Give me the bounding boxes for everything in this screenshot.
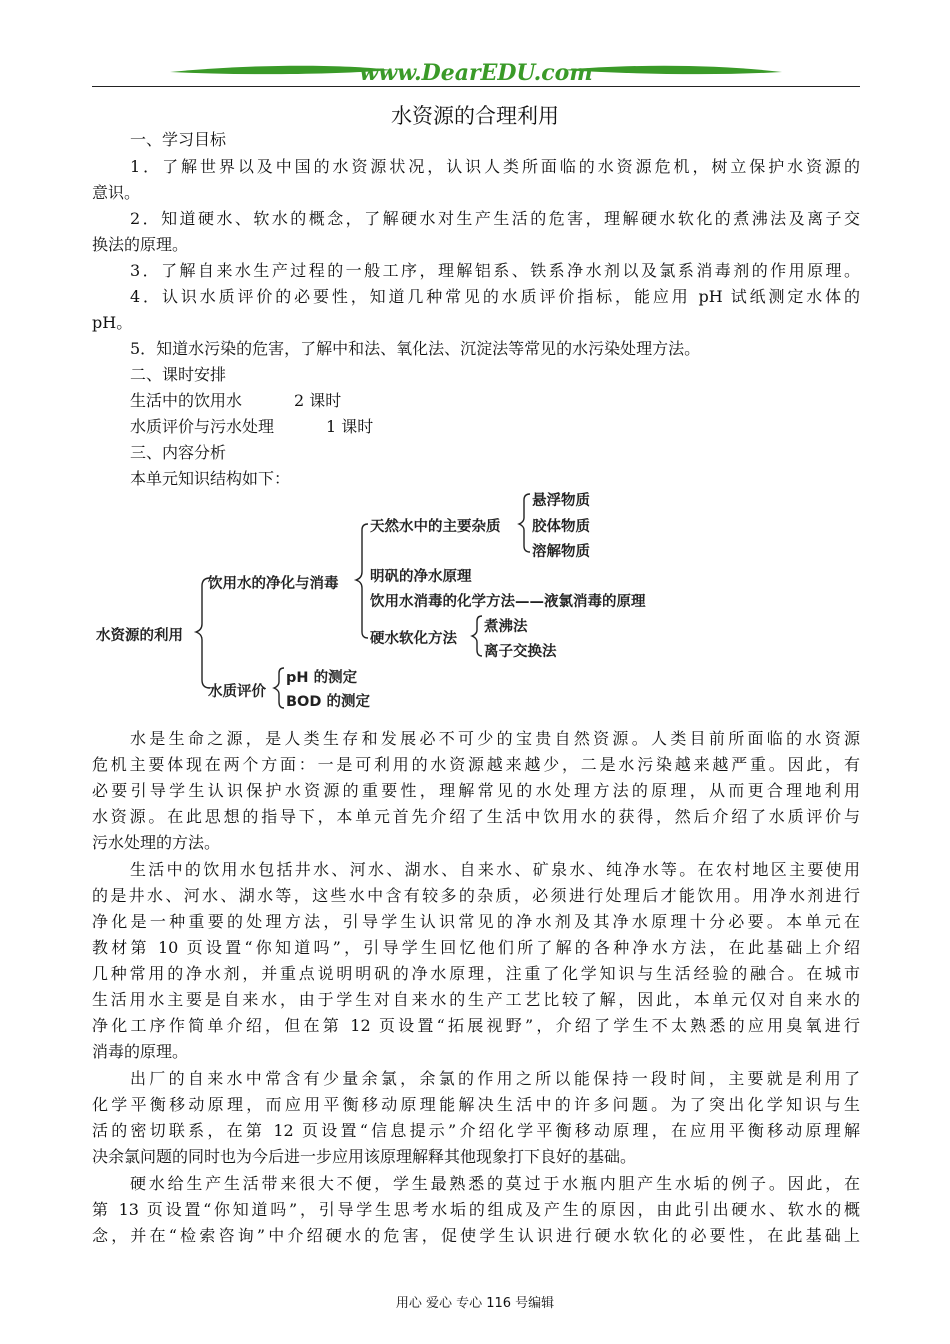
- paragraph-line: 污水处理的方法。: [92, 833, 221, 852]
- banner-swoosh-right: [562, 66, 782, 74]
- paragraph-line: 活的密切联系，在第 12 页设置“信息提示”介绍化学平衡移动原理，在应用平衡移动原理解: [92, 1121, 860, 1140]
- goal-4-line-1: 4．认识水质评价的必要性，知道几种常见的水质评价指标，能应用 pH 试纸测定水体的: [130, 287, 860, 306]
- goal-5: 5．知道水污染的危害，了解中和法、氧化法、沉淀法等常见的水污染处理方法。: [130, 339, 701, 358]
- diagram-softening: 硬水软化方法: [370, 631, 457, 647]
- goal-2-line-1: 2．知道硬水、软水的概念，了解硬水对生产生活的危害，理解硬水软化的煮沸法及离子交: [130, 209, 860, 228]
- paragraph-line: 消毒的原理。: [92, 1042, 189, 1061]
- diagram-leaf: 煮沸法: [484, 619, 528, 635]
- branch1-brace: [356, 524, 368, 638]
- paragraph-line: 生活中的饮用水包括井水、河水、湖水、自来水、矿泉水、纯净水等。在农村地区主要使用: [130, 860, 860, 879]
- root-brace: [196, 578, 210, 688]
- impurities-brace: [519, 494, 530, 552]
- goals-heading: 一、学习目标: [130, 130, 227, 149]
- schedule-hours: 2 课时: [294, 391, 342, 410]
- diagram-branch-quality: 水质评价: [208, 684, 266, 700]
- diagram-leaf: 胶体物质: [532, 519, 590, 535]
- paragraph-line: 教材第 10 页设置“你知道吗”，引导学生回忆他们所了解的各种净水方法，在此基础上介绍: [92, 938, 860, 957]
- paragraph-line: 化学平衡移动原理，而应用平衡移动原理能解决生活中的许多问题。为了突出化学知识与生: [92, 1095, 860, 1114]
- page-footer: 用心 爱心 专心 116 号编辑: [395, 1296, 555, 1311]
- diagram-impurities: 天然水中的主要杂质: [370, 519, 501, 535]
- paragraph-line: 决余氯问题的同时也为今后进一步应用该原理解释其他现象打下良好的基础。: [92, 1147, 637, 1166]
- paragraph-line: 几种常用的净水剂，并重点说明明矾的净水原理，注重了化学知识与生活经验的融合。在城市: [92, 964, 860, 983]
- paragraph-line: 硬水给生产生活带来很大不便，学生最熟悉的莫过于水瓶内胆产生水垢的例子。因此，在: [130, 1174, 860, 1193]
- site-url: www.DearEDU.com: [359, 60, 593, 86]
- goal-1-line-1: 1．了解世界以及中国的水资源状况，认识人类所面临的水资源危机，树立保护水资源的: [130, 157, 860, 176]
- softening-brace: [472, 616, 482, 656]
- paragraph-line: 出厂的自来水中常含有少量余氯，余氯的作用之所以能保持一段时间，主要就是利用了: [130, 1069, 860, 1088]
- paragraph-line: 的是井水、河水、湖水等，这些水中含有较多的杂质，必须进行处理后才能饮用。用净水剂进行: [92, 886, 860, 905]
- goal-3: 3．了解自来水生产过程的一般工序，理解铝系、铁系净水剂以及氯系消毒剂的作用原理。: [130, 261, 860, 280]
- paragraph-line: 净化是一种重要的处理方法，引导学生认识常见的净水剂及其净水原理十分必要。本单元在: [92, 912, 860, 931]
- diagram-leaf: 悬浮物质: [532, 493, 590, 509]
- paragraph-line: 净化工序作简单介绍，但在第 12 页设置“拓展视野”，介绍了学生不太熟悉的应用臭氧进行: [92, 1016, 860, 1035]
- diagram-leaf: pH 的测定: [286, 670, 358, 686]
- schedule-row: [92, 414, 860, 440]
- paragraph-line: 危机主要体现在两个方面：一是可利用的水资源越来越少，二是水污染越来越严重。因此，有: [92, 755, 860, 774]
- goal-1-line-2: 意识。: [92, 183, 141, 202]
- diagram-root: 水资源的利用: [96, 628, 183, 644]
- header-rule: [92, 86, 860, 87]
- diagram-leaf: 溶解物质: [532, 544, 590, 560]
- goal-4-line-2: pH。: [92, 313, 133, 332]
- schedule-heading: 二、课时安排: [130, 365, 227, 384]
- page-title: 水资源的合理利用: [391, 104, 559, 128]
- paragraph-line: 第 13 页设置“你知道吗”，引导学生思考水垢的组成及产生的原因，由此引出硬水、软水的概: [92, 1200, 860, 1219]
- diagram-leaf: BOD 的测定: [286, 694, 370, 710]
- paragraph-line: 必要引导学生认识保护水资源的重要性，理解常见的水处理方法的原理，从而更合理地利用: [92, 781, 860, 800]
- structure-intro: 本单元知识结构如下：: [130, 469, 291, 488]
- quality-brace: [274, 668, 284, 708]
- diagram-leaf: 离子交换法: [484, 644, 557, 660]
- diagram-branch-drinking: 饮用水的净化与消毒: [208, 576, 339, 592]
- schedule-hours: 1 课时: [326, 417, 374, 436]
- diagram-disinfection: 饮用水消毒的化学方法——液氯消毒的原理: [370, 594, 646, 610]
- schedule-topic: 水质评价与污水处理: [130, 417, 275, 436]
- schedule-row: [92, 388, 860, 414]
- schedule-topic: 生活中的饮用水: [130, 391, 243, 410]
- paragraph-line: 生活用水主要是自来水，由于学生对自来水的生产工艺比较了解，因此，本单元仅对自来水的: [92, 990, 860, 1009]
- paragraph-line: 水资源。在此思想的指导下，本单元首先介绍了生活中饮用水的获得，然后介绍了水质评价与: [92, 807, 860, 826]
- analysis-heading: 三、内容分析: [130, 443, 227, 462]
- diagram-alum: 明矾的净水原理: [370, 569, 472, 585]
- knowledge-structure-diagram: [92, 484, 712, 714]
- paragraph-line: 水是生命之源，是人类生存和发展必不可少的宝贵自然资源。人类目前所面临的水资源: [130, 729, 860, 748]
- goal-2-line-2: 换法的原理。: [92, 235, 189, 254]
- paragraph-line: 念，并在“检索咨询”中介绍硬水的危害，促使学生认识进行硬水软化的必要性，在此基础上: [92, 1226, 860, 1245]
